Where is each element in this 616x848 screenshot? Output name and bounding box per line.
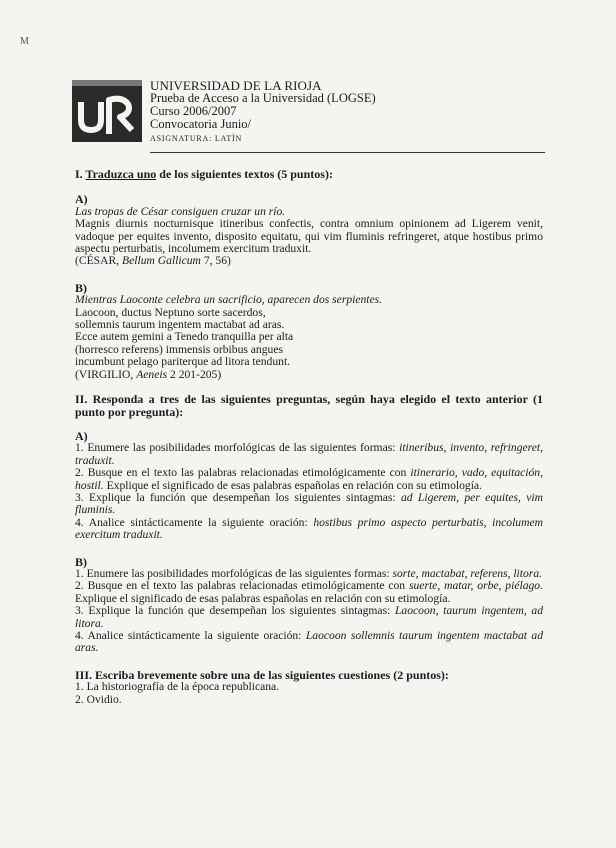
question-phrases: Laocoon, taurum ingentem, ad litora. [75,604,543,630]
question-text: 3. Explique la función que desempeñan los siguientes sintagmas: [75,490,401,504]
section2-b-q2 [75,580,543,605]
exam-call: Convocatoria Junio/ [150,117,252,131]
section2-b-q4 [75,630,543,655]
section1-a-text: Magnis diurnis nocturnisque itineribus confectis, contra omnium opinionem ad Ligerem venit, vadoque per equites invento, disposito equitatu, qui vim fluminis refringeret, atque hostibus primo aspectu perturbatis, incolumem exercitum traduxit. [75,217,543,256]
section2-a-label: A) [75,428,88,443]
section3-item: 2. Ovidio. [75,692,122,706]
question-sentence: hostibus primo aspecto perturbatis, incolumem exercitum traduxit. [75,515,543,542]
section2-a-q2 [75,467,543,492]
section2-b-q3 [75,605,543,630]
question-phrases: ad Ligerem, per equites, vim fluminis. [75,490,544,517]
question-words: itinerario, vado, equitación, hostil. [75,466,543,492]
citation-author: (CÉSAR, [75,254,123,268]
verse-line: Laocoon, ductus Neptuno sorte sacerdos, [75,305,266,319]
section2-title: II. Responda a tres de las siguientes preguntas, según haya elegido el texto anterior (1 punto por pregunta): [75,392,543,419]
citation-work: Aeneis [136,367,168,381]
section1-a-label: A) [75,192,88,207]
question-text: 3. Explique la función que desempeñan los siguientes sintagmas: [75,604,395,618]
section2-a-q1 [75,442,543,467]
question-text: Explique el significado de esas palabras españolas en relación con su etimología. [75,591,451,605]
question-forms: itineribus, invento, refringeret, traduxit. [75,441,543,467]
section1-b-intro: Mientras Laoconte celebra un sacrificio, aparecen dos serpientes. [75,293,383,307]
citation-author: (VIRGILIO, [75,367,137,381]
corner-mark: M [20,36,29,47]
question-text: 4. Analice sintácticamente la siguiente oración: [75,515,314,529]
section1-b-citation [75,369,543,381]
citation-ref: 2 201-205) [167,367,222,381]
section2-a-q3 [75,492,543,517]
verse-line: Ecce autem gemini a Tenedo tranquilla per alta [75,330,294,344]
question-text: Explique el significado de esas palabras españolas en relación con su etimología. [103,478,482,492]
verse-line: sollemnis taurum ingentem mactabat ad aras. [75,318,285,332]
section1-a-intro: Las tropas de César consiguen cruzar un río. [75,204,286,218]
section1-title [75,168,543,180]
question-text: 2. Busque en el texto las palabras relacionadas etimológicamente con [75,466,411,480]
question-text: 4. Analice sintácticamente la siguiente oración: [75,629,306,642]
question-words: suerte, matar, orbe, piélago. [408,579,543,593]
section1-title-underlined: Traduzca uno [85,167,157,181]
section1-number: I. [75,167,83,181]
header-divider [150,152,545,153]
university-name: UNIVERSIDAD DE LA RIOJA [150,78,322,93]
verse-line: (horresco referens) immensis orbibus angues [75,342,283,356]
verse-line: incumbunt pelago pariterque ad litora tendunt. [75,355,291,369]
question-text: 2. Busque en el texto las palabras relacionadas etimológicamente con [75,579,409,593]
question-forms: sorte, mactabat, referens, litora. [392,566,543,580]
citation-work: Bellum Gallicum [122,254,201,268]
question-text: 1. Enumere las posibilidades morfológicas de las siguientes formas: [75,441,400,455]
ur-logo-icon [72,80,142,142]
question-text: 1. Enumere las posibilidades morfológicas de las siguientes formas: [75,566,393,580]
exam-content [75,160,543,706]
subject-label: ASIGNATURA: LATÍN [150,134,243,143]
citation-ref: 7, 56) [200,254,231,268]
section1-b-label: B) [75,280,87,295]
section2-b-label: B) [75,554,87,569]
section3-item: 1. La historiografía de la época republicana. [75,680,280,694]
course-year: Curso 2006/2007 [150,104,237,118]
question-sentence: Laocoon sollemnis taurum ingentem mactabat ad aras. [75,629,543,655]
section1-title-rest: de los siguientes textos (5 puntos): [156,167,333,181]
section1-a-citation [75,255,543,267]
exam-header [150,79,376,145]
section2-a-q4 [75,517,543,542]
section3-title: III. Escriba brevemente sobre una de las siguientes cuestiones (2 puntos): [75,667,449,682]
university-logo [72,80,142,142]
exam-name: Prueba de Acceso a la Universidad (LOGSE) [150,91,376,105]
